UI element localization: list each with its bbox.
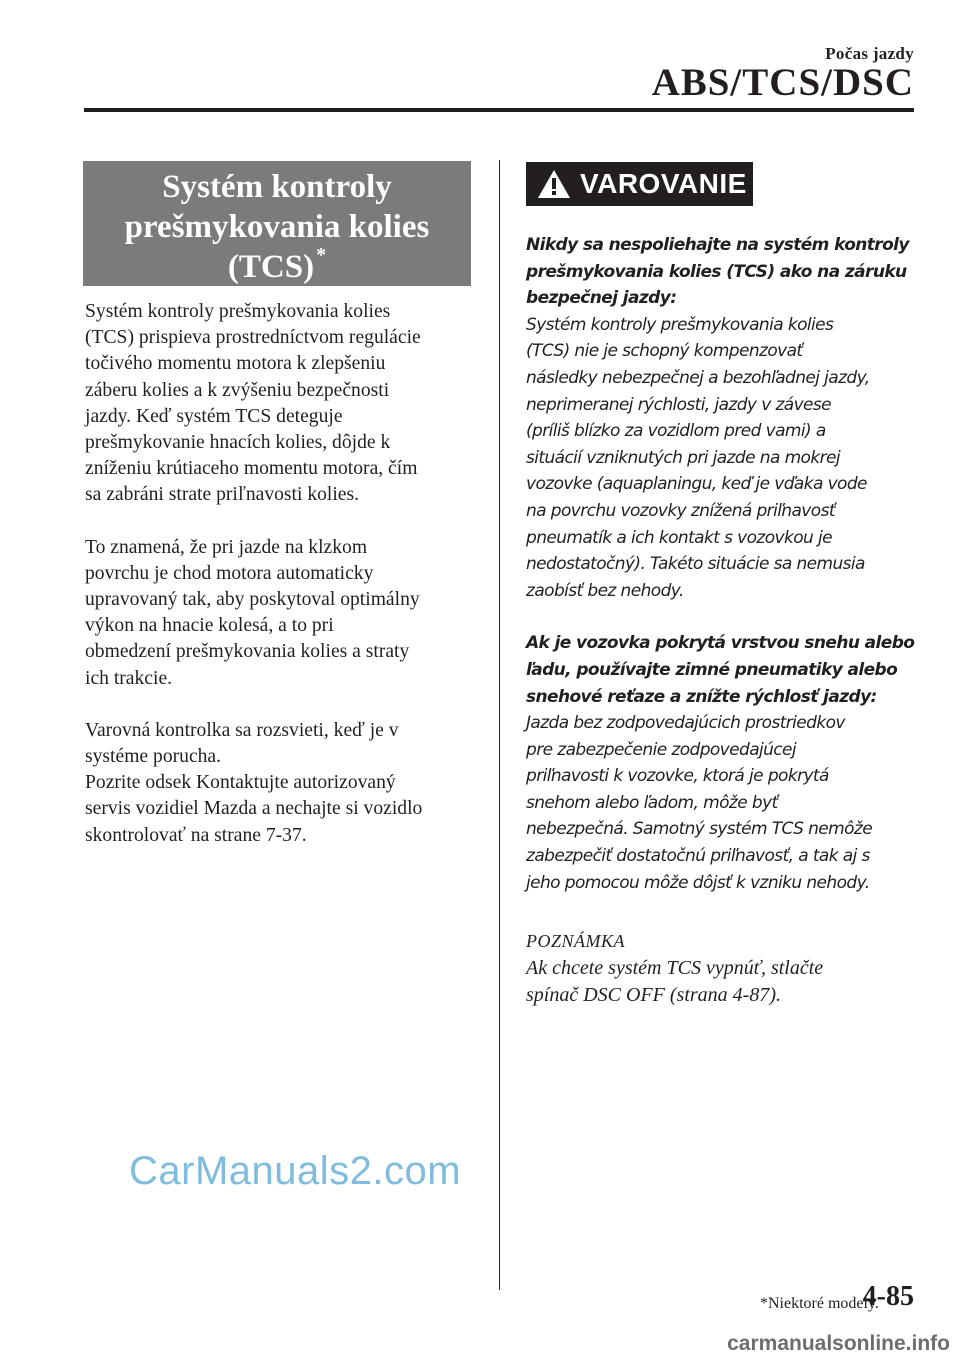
- text-line: zabezpečiť dostatočnú priľnavosť, a tak aj s: [526, 846, 870, 867]
- text-line: bezpečnej jazdy:: [526, 288, 677, 309]
- text-line: povrchu je chod motora automaticky: [85, 562, 374, 584]
- text-line: pneumatík a ich kontakt s vozovkou je: [526, 527, 833, 548]
- section-title-line-2: prešmykovania kolies: [124, 209, 430, 245]
- text-line: snehové reťaze a znížte rýchlosť jazdy:: [526, 686, 877, 707]
- text-line: zníženiu krútiaceho momentu motora, čím: [85, 458, 418, 480]
- text-line: jazdy. Keď systém TCS deteguje: [85, 405, 343, 427]
- text-line: záberu kolies a k zvýšeniu bezpečnosti: [85, 379, 390, 401]
- text-line: systéme porucha.: [85, 746, 222, 768]
- warning-label: VAROVANIE: [580, 168, 747, 199]
- section-title-line-3: [83, 244, 471, 287]
- text-line: ľadu, používajte zimné pneumatiky alebo: [526, 659, 898, 680]
- text-line: (TCS) prispieva prostredníctvom regulácie: [85, 327, 421, 349]
- watermark: CarManuals2.com: [129, 1149, 462, 1193]
- section-title-line-1: Systém kontroly: [162, 169, 392, 205]
- page-number: 4-85: [862, 1281, 914, 1312]
- column-divider: [499, 160, 500, 1290]
- text-line: Nikdy sa nespoliehajte na systém kontroly: [526, 235, 909, 255]
- text-line: To znamená, že pri jazde na klzkom: [85, 536, 368, 558]
- paragraph-slippery: [85, 535, 477, 692]
- text-line: obmedzení prešmykovania kolies a straty: [85, 641, 410, 663]
- note-line: spínač DSC OFF (strana 4-87).: [526, 984, 781, 1006]
- text-line: servis vozidiel Mazda a nechajte si vozidlo: [85, 798, 423, 820]
- text-line: snehom alebo ľadom, môže byť: [526, 792, 778, 813]
- text-line: situácií vzniknutých pri jazde na mokrej: [526, 447, 840, 468]
- header-rule: [84, 108, 914, 112]
- text-line: Systém kontroly prešmykovania kolies: [85, 301, 391, 322]
- text-line: Pozrite odsek Kontaktujte autorizovaný: [85, 772, 396, 794]
- footnote: *Niektoré modely.: [760, 1295, 879, 1312]
- text-line: pre zabezpečenie zodpovedajúcej: [526, 739, 797, 760]
- warning-body-2: [526, 710, 918, 896]
- text-line: Varovná kontrolka sa rozsvieti, keď je v: [85, 719, 399, 741]
- text-line: prešmykovanie hnacích kolies, dôjde k: [85, 432, 391, 454]
- paragraph-warning-light: [85, 718, 477, 849]
- text-line: skontrolovať na strane 7-37.: [85, 824, 307, 846]
- optional-marker: *: [316, 244, 327, 266]
- text-line: výkon na hnacie kolesá, a to pri: [85, 615, 334, 637]
- text-line: neprimeranej rýchlosti, jazdy v závese: [526, 394, 832, 415]
- text-line: točivého momentu motora k zlepšeniu: [85, 353, 386, 375]
- paragraph-intro: [85, 299, 477, 509]
- header-section: Počas jazdy: [825, 44, 914, 63]
- note-line: Ak chcete systém TCS vypnúť, stlačte: [526, 957, 824, 979]
- note-title: POZNÁMKA: [526, 931, 626, 951]
- text-line: prešmykovania kolies (TCS) ako na záruku: [526, 261, 907, 282]
- warning-banner: [526, 162, 753, 206]
- text-line: priľnavosti k vozovke, ktorá je pokrytá: [526, 766, 829, 787]
- left-body-text: [85, 299, 477, 875]
- header-chapter: ABS/TCS/DSC: [651, 61, 914, 104]
- text-line: nebezpečná. Samotný systém TCS nemôže: [526, 819, 873, 840]
- text-line: Systém kontroly prešmykovania kolies: [526, 314, 834, 335]
- text-line: sa zabráni strate priľnavosti kolies.: [85, 484, 360, 506]
- section-title-tcs: (TCS): [227, 249, 315, 285]
- text-line: (príliš blízko za vozidlom pred vami) a: [526, 421, 826, 442]
- section-title-box: [83, 161, 471, 286]
- text-line: nedostatočný). Takéto situácie sa nemusia: [526, 554, 865, 575]
- text-line: jeho pomocou môže dôjsť k vzniku nehody.: [526, 872, 870, 893]
- text-line: na povrchu vozovky znížená priľnavosť: [526, 500, 835, 521]
- text-line: upravovaný tak, aby poskytoval optimálny: [85, 589, 420, 611]
- text-line: (TCS) nie je schopný kompenzovať: [526, 341, 803, 362]
- text-line: zaobísť bez nehody.: [526, 580, 684, 601]
- warning-body-1: [526, 312, 918, 605]
- text-line: ich trakcie.: [85, 667, 173, 689]
- note-block: [526, 928, 918, 1009]
- text-line: Ak je vozovka pokrytá vrstvou snehu alebo: [526, 633, 915, 654]
- warning-heading-2: [526, 630, 918, 710]
- warning-triangle-icon: [536, 168, 572, 200]
- warning-text: [526, 232, 918, 922]
- text-line: Jazda bez zodpovedajúcich prostriedkov: [526, 713, 845, 734]
- text-line: vozovke (aquaplaningu, keď je vďaka vode: [526, 474, 867, 495]
- warning-heading-1: [526, 232, 918, 312]
- site-watermark: carmanualsonline.info: [727, 1332, 950, 1355]
- text-line: následky nebezpečnej a bezohľadnej jazdy,: [526, 367, 870, 388]
